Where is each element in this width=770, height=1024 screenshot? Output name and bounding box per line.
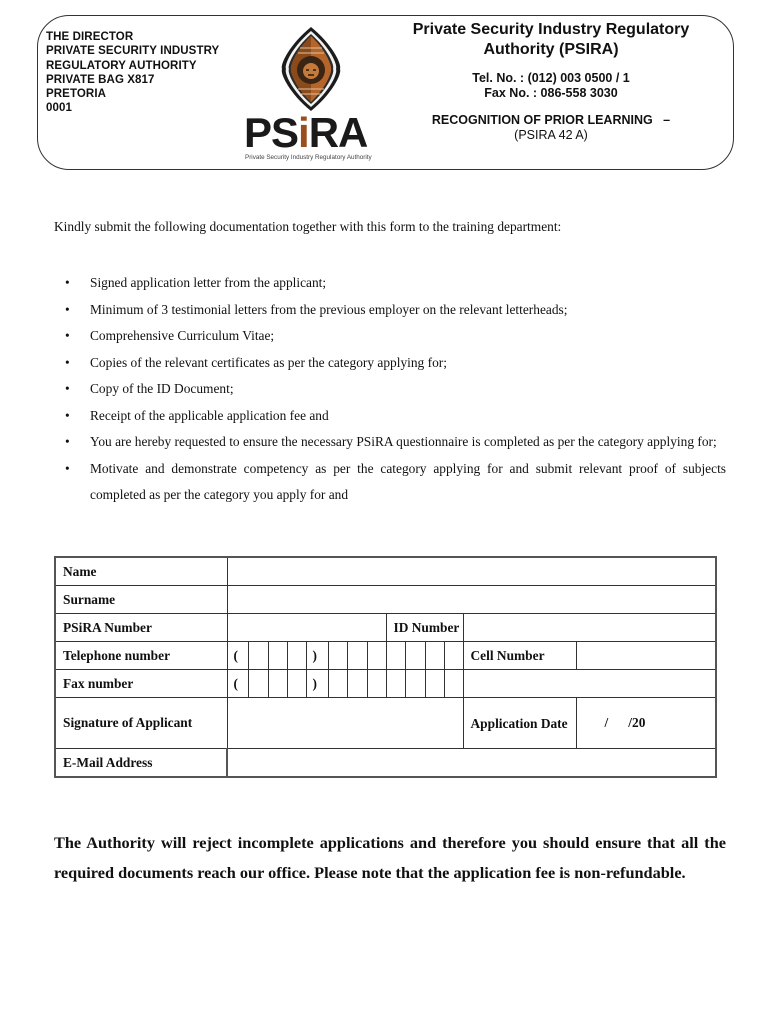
- fax-digit-cell[interactable]: [248, 670, 268, 698]
- address-line: PRIVATE SECURITY INDUSTRY: [46, 45, 220, 58]
- tel-digit-cell[interactable]: [367, 642, 386, 670]
- psira-wordmark: PSiRA: [244, 109, 368, 156]
- list-item: • Copy of the ID Document;: [54, 376, 726, 403]
- tel-digit-cell[interactable]: [347, 642, 367, 670]
- surname-label: Surname: [55, 586, 227, 614]
- shield-lion-icon: [280, 26, 342, 112]
- application-form: [54, 556, 717, 778]
- requirements-list: [54, 270, 726, 509]
- list-item: • Minimum of 3 testimonial letters from the previous employer on the relevant letterheads;: [54, 297, 726, 324]
- email-label: E-Mail Address: [55, 749, 227, 778]
- intro-text: Kindly submit the following documentation together with this form to the training department:: [54, 219, 562, 234]
- fax-digit-cell[interactable]: [268, 670, 287, 698]
- id-number-field[interactable]: [463, 614, 716, 642]
- name-field[interactable]: [227, 557, 716, 586]
- bullet-icon: •: [65, 275, 70, 290]
- org-contact: [386, 71, 716, 101]
- tel-digit-cell[interactable]: [386, 642, 405, 670]
- form-code: (PSIRA 42 A): [514, 128, 588, 142]
- psira-number-field[interactable]: [227, 614, 386, 642]
- tel-digit-cell[interactable]: (: [227, 642, 248, 670]
- cell-number-label: Cell Number: [463, 642, 576, 670]
- tel-digit-cell[interactable]: [444, 642, 463, 670]
- tel-digit-cell[interactable]: [425, 642, 444, 670]
- bullet-icon: •: [65, 301, 70, 317]
- fax-extra-field[interactable]: [463, 670, 716, 698]
- form-name: RECOGNITION OF PRIOR LEARNING –: [431, 113, 671, 127]
- form-title: [386, 113, 716, 143]
- tel-digit-cell[interactable]: [268, 642, 287, 670]
- list-item: • Copies of the relevant certificates as per the category applying for;: [54, 350, 726, 377]
- list-item: • Signed application letter from the applicant;: [54, 270, 726, 297]
- row-psira: [55, 614, 716, 642]
- address-line: PRIVATE BAG X817: [46, 73, 155, 86]
- list-item: • Receipt of the applicable application fee and: [54, 403, 726, 430]
- postal-address: [46, 30, 219, 116]
- address-line: REGULATORY AUTHORITY: [46, 59, 197, 72]
- row-signature: [55, 698, 716, 749]
- bullet-icon: •: [65, 381, 70, 396]
- fax-number: Fax No. : 086-558 3030: [484, 86, 618, 100]
- bullet-icon: •: [65, 434, 70, 449]
- list-item: • You are hereby requested to ensure the necessary PSiRA questionnaire is completed as per the category applying for;: [54, 429, 726, 456]
- bullet-icon: •: [65, 328, 70, 343]
- fax-digit-cell[interactable]: [386, 670, 405, 698]
- cell-number-field[interactable]: [576, 642, 716, 670]
- psira-number-label: PSiRA Number: [55, 614, 227, 642]
- address-line: PRETORIA: [46, 88, 107, 101]
- tel-digit-cell[interactable]: [405, 642, 425, 670]
- fax-digit-cell[interactable]: [347, 670, 367, 698]
- fax-digit-cell[interactable]: [287, 670, 306, 698]
- tel-digit-cell[interactable]: [248, 642, 268, 670]
- fax-digit-cell[interactable]: [328, 670, 347, 698]
- row-fax: [55, 670, 716, 698]
- email-field[interactable]: [227, 749, 716, 778]
- address-line: 0001: [46, 102, 72, 115]
- telephone-label: Telephone number: [55, 642, 227, 670]
- application-date-field[interactable]: / /20: [576, 698, 716, 749]
- tel-digit-cell[interactable]: [328, 642, 347, 670]
- row-name: [55, 557, 716, 586]
- logo-tagline: Private Security Industry Regulatory Authority: [245, 154, 372, 161]
- row-email: [55, 749, 716, 778]
- id-number-label: ID Number: [386, 614, 463, 642]
- fax-digit-cell[interactable]: [405, 670, 425, 698]
- bullet-icon: •: [65, 407, 70, 423]
- fax-digit-cell[interactable]: (: [227, 670, 248, 698]
- surname-field[interactable]: [227, 586, 716, 614]
- row-telephone: [55, 642, 716, 670]
- tel-digit-cell[interactable]: [287, 642, 306, 670]
- bullet-icon: •: [65, 460, 70, 476]
- rejection-notice: The Authority will reject incomplete applications and therefore you should ensure that all the required documents reach our office. Please note that the application fee is non-refundable.: [54, 833, 726, 882]
- fax-digit-cell[interactable]: [367, 670, 386, 698]
- address-line: THE DIRECTOR: [46, 31, 134, 43]
- list-item: • Motivate and demonstrate competency as per the category applying for and submit relevant proof of subjects completed as per the category you apply for and: [54, 456, 726, 509]
- application-date-label: Application Date: [463, 698, 576, 749]
- name-label: Name: [55, 557, 227, 586]
- tel-digit-cell[interactable]: ): [306, 642, 328, 670]
- tel-number: Tel. No. : (012) 003 0500 / 1: [472, 71, 630, 85]
- org-info: [386, 20, 716, 143]
- fax-digit-cell[interactable]: [444, 670, 463, 698]
- list-item: • Comprehensive Curriculum Vitae;: [54, 323, 726, 350]
- row-surname: [55, 586, 716, 614]
- psira-logo: [244, 24, 384, 164]
- fax-digit-cell[interactable]: [425, 670, 444, 698]
- fax-label: Fax number: [55, 670, 227, 698]
- signature-label: Signature of Applicant: [55, 698, 227, 749]
- org-title: Private Security Industry Regulatory Authority (PSIRA): [412, 21, 690, 58]
- bullet-icon: •: [65, 354, 70, 370]
- signature-field[interactable]: [227, 698, 463, 749]
- fax-digit-cell[interactable]: ): [306, 670, 328, 698]
